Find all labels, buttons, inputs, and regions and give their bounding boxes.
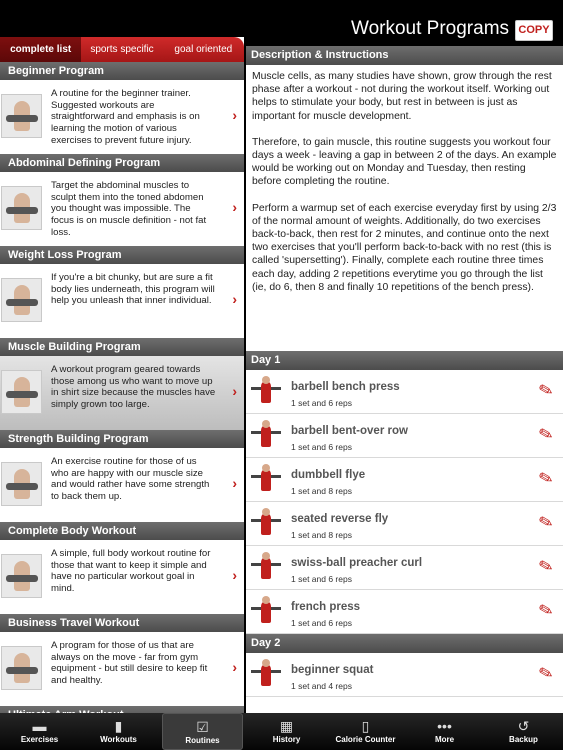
program-thumbnail bbox=[1, 370, 42, 414]
tab-backup[interactable] bbox=[484, 713, 563, 750]
chevron-right-icon: › bbox=[232, 291, 237, 307]
calendar-icon: ▦ bbox=[279, 718, 294, 734]
day-header: Day 1 bbox=[246, 351, 563, 370]
exercise-sets: 1 set and 6 reps bbox=[291, 574, 352, 584]
exercise-name: swiss-ball preacher curl bbox=[291, 557, 423, 569]
tab-label: Workouts bbox=[100, 735, 137, 744]
tab-exercises[interactable] bbox=[0, 713, 79, 750]
exercise-row[interactable] bbox=[246, 414, 563, 458]
program-detail-panel bbox=[246, 0, 563, 713]
exercise-row[interactable] bbox=[246, 370, 563, 414]
exercise-sets: 1 set and 4 reps bbox=[291, 681, 352, 691]
program-thumbnail bbox=[1, 94, 42, 138]
program-row[interactable] bbox=[0, 356, 244, 430]
program-thumbnail bbox=[1, 646, 42, 690]
program-header: Business Travel Workout bbox=[0, 614, 244, 632]
tab-label: History bbox=[272, 735, 301, 744]
description-paragraph: Perform a warmup set of each exercise everyday first by using 2/3 of the normal amount of weights. Additionally, do two exercises back-to-back, then rest for 2 minutes, and continue onto the next two exercises that you'll perform back-to-back with no rest (this is called 'supersetting'). Finally, complete each routine three times each day, adding 2 repetitions everytime you go through the list (ie, do 6, then 8 and finally 10 repetitions of the bench press). bbox=[252, 202, 557, 293]
edit-pencil-icon[interactable]: ✎ bbox=[536, 555, 556, 578]
chevron-right-icon: › bbox=[232, 567, 237, 583]
tab-history[interactable] bbox=[247, 713, 326, 750]
dumbbell-icon: ▬ bbox=[32, 718, 47, 734]
description-box bbox=[246, 65, 563, 351]
segment-sports-specific[interactable]: sports specific bbox=[90, 44, 154, 55]
exercise-name: barbell bench press bbox=[291, 381, 400, 393]
program-row[interactable] bbox=[0, 264, 244, 338]
exercise-figure-icon bbox=[249, 507, 283, 541]
description-paragraph: Therefore, to gain muscle, this routine suggests you workout four days a week - leaving a gap in between 2 of the days. An example would be working out on Monday and Tuesday, then resting before completing the routine. bbox=[252, 136, 557, 188]
exercise-sets: 1 set and 8 reps bbox=[291, 486, 352, 496]
edit-pencil-icon[interactable]: ✎ bbox=[536, 599, 556, 622]
figure-head bbox=[262, 596, 270, 604]
figure-head bbox=[262, 508, 270, 516]
left-top-strip bbox=[0, 0, 244, 37]
exercise-row[interactable] bbox=[246, 458, 563, 502]
segment-control bbox=[0, 37, 244, 62]
exercise-name: barbell bent-over row bbox=[291, 425, 408, 437]
tab-workouts[interactable] bbox=[79, 713, 158, 750]
segment-complete-list[interactable]: complete list bbox=[0, 37, 81, 62]
figure-body bbox=[261, 425, 271, 447]
program-list-panel bbox=[0, 0, 244, 713]
tab-label: Routines bbox=[185, 736, 220, 745]
figure-body bbox=[261, 513, 271, 535]
clock-backup-icon: ↺ bbox=[517, 718, 530, 734]
tab-label: More bbox=[434, 735, 455, 744]
exercise-name: seated reverse fly bbox=[291, 513, 389, 525]
program-description: An exercise routine for those of us who are happy with our muscle size and would rather have some strength to back them up. bbox=[51, 456, 210, 503]
chevron-right-icon: › bbox=[232, 475, 237, 491]
program-header: Strength Building Program bbox=[0, 430, 244, 448]
program-row[interactable] bbox=[0, 172, 244, 246]
program-thumbnail bbox=[1, 554, 42, 598]
equipment-icon bbox=[6, 115, 38, 122]
chevron-right-icon: › bbox=[232, 107, 237, 123]
program-thumbnail bbox=[1, 278, 42, 322]
program-row[interactable] bbox=[0, 448, 244, 522]
exercise-sets: 1 set and 6 reps bbox=[291, 442, 352, 452]
drink-icon: ▯ bbox=[361, 718, 370, 734]
figure-head bbox=[262, 420, 270, 428]
exercise-name: french press bbox=[291, 601, 361, 613]
tab-routines[interactable] bbox=[162, 713, 243, 750]
figure-body bbox=[261, 469, 271, 491]
page-title: Workout Programs bbox=[351, 18, 510, 39]
exercise-row[interactable] bbox=[246, 590, 563, 634]
program-header: Weight Loss Program bbox=[0, 246, 244, 264]
bookmark-icon: ▮ bbox=[114, 718, 123, 734]
chevron-right-icon: › bbox=[232, 383, 237, 399]
figure-body bbox=[261, 557, 271, 579]
equipment-icon bbox=[6, 207, 38, 214]
figure-head bbox=[262, 376, 270, 384]
program-header: Muscle Building Program bbox=[0, 338, 244, 356]
equipment-icon bbox=[6, 483, 38, 490]
program-description: A workout program geared towards those among us who want to move up in shirt size because the muscles have simply grown too large. bbox=[51, 364, 216, 411]
exercise-row[interactable] bbox=[246, 653, 563, 697]
exercise-figure-icon bbox=[249, 595, 283, 629]
program-thumbnail bbox=[1, 186, 42, 230]
description-paragraph: Muscle cells, as many studies have shown, grow through the rest phase after a workout - not during the workout itself. Working out helps to stimulate your body, but rest in between is just as important for muscle development. bbox=[252, 71, 552, 122]
exercise-sets: 1 set and 6 reps bbox=[291, 398, 352, 408]
title-bar bbox=[246, 0, 563, 46]
figure-head bbox=[262, 659, 270, 667]
edit-pencil-icon[interactable]: ✎ bbox=[536, 467, 556, 490]
program-thumbnail bbox=[1, 462, 42, 506]
chevron-right-icon: › bbox=[232, 199, 237, 215]
program-header: Beginner Program bbox=[0, 62, 244, 80]
day-header: Day 2 bbox=[246, 634, 563, 653]
tab-calorie-counter[interactable] bbox=[326, 713, 405, 750]
program-row[interactable] bbox=[0, 540, 244, 614]
tab-label: Exercises bbox=[20, 735, 59, 744]
segment-goal-oriented[interactable]: goal oriented bbox=[174, 44, 233, 55]
equipment-icon bbox=[6, 575, 38, 582]
program-description: A routine for the beginner trainer. Suggested workouts are straightforward and emphasis is on learning the motion of various exercises to prevent future injury. bbox=[51, 88, 200, 146]
edit-pencil-icon[interactable]: ✎ bbox=[536, 511, 556, 534]
equipment-icon bbox=[6, 667, 38, 674]
exercise-name: beginner squat bbox=[291, 664, 374, 676]
figure-head bbox=[262, 464, 270, 472]
tab-more[interactable] bbox=[405, 713, 484, 750]
program-row[interactable] bbox=[0, 632, 244, 706]
exercise-figure-icon bbox=[249, 419, 283, 453]
exercise-sets: 1 set and 8 reps bbox=[291, 530, 352, 540]
exercise-row[interactable] bbox=[246, 502, 563, 546]
program-description: A simple, full body workout routine for those that want to keep it simple and have no particular workout goal in mind. bbox=[51, 548, 211, 595]
checkbox-icon: ☑ bbox=[196, 719, 209, 735]
tab-label: Backup bbox=[509, 735, 538, 744]
equipment-icon bbox=[6, 299, 38, 306]
equipment-icon bbox=[6, 391, 38, 398]
exercise-figure-icon bbox=[249, 375, 283, 409]
edit-pencil-icon[interactable]: ✎ bbox=[536, 423, 556, 446]
program-row[interactable] bbox=[0, 80, 244, 154]
figure-body bbox=[261, 664, 271, 686]
tab-bar bbox=[0, 713, 563, 750]
exercise-sets: 1 set and 6 reps bbox=[291, 618, 352, 628]
exercise-name: dumbbell flye bbox=[291, 469, 366, 481]
exercise-figure-icon bbox=[249, 658, 283, 692]
figure-body bbox=[261, 381, 271, 403]
copy-button[interactable]: COPY bbox=[515, 20, 553, 41]
edit-pencil-icon[interactable]: ✎ bbox=[536, 662, 556, 685]
program-description: A program for those of us that are always on the move - far from gym equipment - but still desire to keep fit and healthy. bbox=[51, 640, 208, 687]
figure-body bbox=[261, 601, 271, 623]
exercise-figure-icon bbox=[249, 551, 283, 585]
program-description: If you're a bit chunky, but are sure a fit body lies underneath, this program will help you unleash that inner individual. bbox=[51, 272, 215, 307]
edit-pencil-icon[interactable]: ✎ bbox=[536, 379, 556, 402]
program-description: Target the abdominal muscles to sculpt them into the toned abdomen you thought was impossible. The focus is on muscle definition - not fat loss. bbox=[51, 180, 207, 238]
exercise-row[interactable] bbox=[246, 546, 563, 590]
more-dots-icon: ••• bbox=[437, 718, 452, 734]
description-header: Description & Instructions bbox=[246, 46, 563, 65]
chevron-right-icon: › bbox=[232, 659, 237, 675]
program-header: Complete Body Workout bbox=[0, 522, 244, 540]
program-header: Abdominal Defining Program bbox=[0, 154, 244, 172]
tab-label: Calorie Counter bbox=[335, 735, 396, 744]
figure-head bbox=[262, 552, 270, 560]
exercise-figure-icon bbox=[249, 463, 283, 497]
